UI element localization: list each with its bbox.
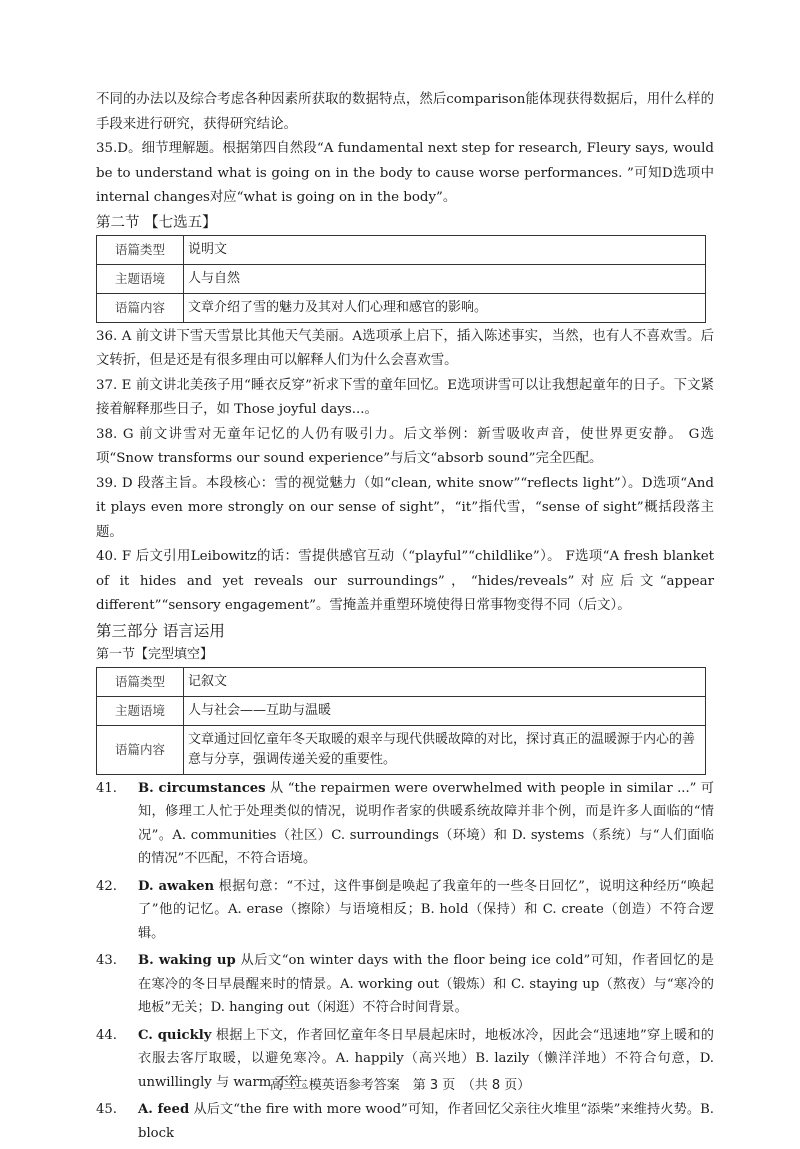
part3-sub-heading: 第一节【完型填空】 — [96, 646, 214, 662]
item-explanation: 从后文“the fire with more wood”可知，作者回忆父亲往火堆里“添柴”来维持火势。B. block — [138, 1102, 714, 1141]
item-explanation: 根据上下文，作者回忆童年冬日早晨起床时，地板冰冷，因此会“迅速地”穿上暖和的衣服去客厅取暖，以避免寒冷。A. happily（高兴地）B. lazily（懒洋洋地）不符合句意，D. unwillingly 与 warm 不符。 — [138, 1027, 714, 1090]
item-number: 44. — [96, 1027, 117, 1043]
table-row — [97, 235, 706, 264]
answer-sheet-page — [96, 88, 714, 1149]
item-answer: D. awaken — [138, 878, 215, 894]
item-explanation: 根据句意：“不过，这件事倒是唤起了我童年的一些冬日回忆”，说明这种经历“唤起了”他的记忆。A. erase（擦除）与语境相反；B. hold（保持）和 C. create（创造）不符合逻辑。 — [138, 878, 714, 941]
item-number: 42. — [96, 878, 117, 894]
answer-42 — [96, 875, 714, 946]
meta-value: 说明文 — [184, 235, 706, 264]
answer-37: 37. E 前文讲北美孩子用“睡衣反穿”祈求下雪的童年回忆。E选项讲雪可以让我想起童年的日子。下文紧接着解释那些日子，如 Those joyful days...。 — [96, 377, 714, 417]
meta-key: 语篇内容 — [97, 725, 184, 774]
meta-key: 主题语境 — [97, 696, 184, 725]
meta-key: 语篇类型 — [97, 235, 184, 264]
answer-36: 36. A 前文讲下雪天雪景比其他天气美丽。A选项承上启下，插入陈述事实，当然，也有人不喜欢雪。后文转折，但是还是有很多理由可以解释人们为什么会喜欢雪。 — [96, 328, 714, 368]
part3-meta-table — [96, 667, 706, 775]
item-answer: B. waking up — [138, 953, 236, 968]
answer-39: 39. D 段落主旨。本段核心：雪的视觉魅力（如“clean, white snow”“reflects light”）。D选项“And it plays even more strongly on our sense of sight”，“it”指代雪，“sense of sight”概括段落主题。 — [96, 475, 714, 540]
answer-40: 40. F 后文引用Leibowitz的话：雪提供感官互动（“playful”“childlike”）。 F选项“A fresh blanket of it hides and yet reveals our surroundings”，“hides/reveals”对应后文“appear different”“sensory engagement”。雪掩盖并重塑环境使得日常事物变得不同（后文）。 — [96, 549, 714, 613]
meta-value: 人与社会——互助与温暖 — [184, 696, 706, 725]
meta-key: 语篇内容 — [97, 293, 184, 322]
item-number: 41. — [96, 780, 117, 796]
item-answer: A. feed — [138, 1102, 190, 1117]
section2-heading: 第二节 【七选五】 — [96, 214, 217, 231]
item-answer: B. circumstances — [138, 780, 266, 796]
meta-key: 语篇类型 — [97, 667, 184, 696]
answer-38: 38. G 前文讲雪对无童年记忆的人仍有吸引力。后文举例：新雪吸收声音，使世界更安静。 G选项“Snow transforms our sound experience”与后文“absorb sound”完全匹配。 — [96, 426, 714, 466]
answer-41 — [96, 777, 714, 871]
item-explanation: 从后文“on winter days with the floor being ice cold”可知，作者回忆的是在寒冷的冬日早晨醒来时的情景。A. working out（锻炼）和 C. staying up（熬夜）与“寒冷的地板”无关；D. hanging out（闲逛）不符合时间背景。 — [138, 953, 714, 1015]
meta-value: 记叙文 — [184, 667, 706, 696]
table-row — [97, 696, 706, 725]
answer-43 — [96, 949, 714, 1020]
item-explanation: 从 “the repairmen were overwhelmed with people in similar ...” 可知，修理工人忙于处理类似的情况，说明作者家的供暖系统故障并非个例，而是许多人面临的“情况”。A. communities（社区）C. surroundings（环境）和 D. systems（系统）与“人们面临的情况”不匹配，不符合语境。 — [138, 780, 714, 866]
item-number: 43. — [96, 953, 117, 968]
meta-key: 主题语境 — [97, 264, 184, 293]
part3-heading: 第三部分 语言运用 — [96, 621, 225, 640]
meta-value: 人与自然 — [184, 264, 706, 293]
answer-35: 35.D。细节理解题。根据第四自然段“A fundamental next step for research, Fleury says, would be to understand what is going on in the body to cause worse performances. ”可知D选项中internal changes对应“what is going on in the body”。 — [96, 141, 714, 205]
table-row — [97, 264, 706, 293]
table-row — [97, 725, 706, 774]
meta-value: 文章通过回忆童年冬天取暖的艰辛与现代供暖故障的对比，探讨真正的温暖源于内心的善意与分享，强调传递关爱的重要性。 — [184, 725, 706, 774]
table-row — [97, 667, 706, 696]
meta-value: 文章介绍了雪的魅力及其对人们心理和感官的影响。 — [184, 293, 706, 322]
intro-paragraph: 不同的办法以及综合考虑各种因素所获取的数据特点，然后comparison能体现获得数据后，用什么样的手段来进行研究，获得研究结论。 — [96, 92, 714, 132]
item-number: 45. — [96, 1102, 117, 1117]
item-answer: C. quickly — [138, 1027, 212, 1043]
page-footer: 高三二模英语参考答案 第 3 页 （共 8 页） — [269, 1078, 531, 1093]
answer-45 — [96, 1098, 714, 1145]
section2-meta-table — [96, 235, 706, 323]
table-row — [97, 293, 706, 322]
